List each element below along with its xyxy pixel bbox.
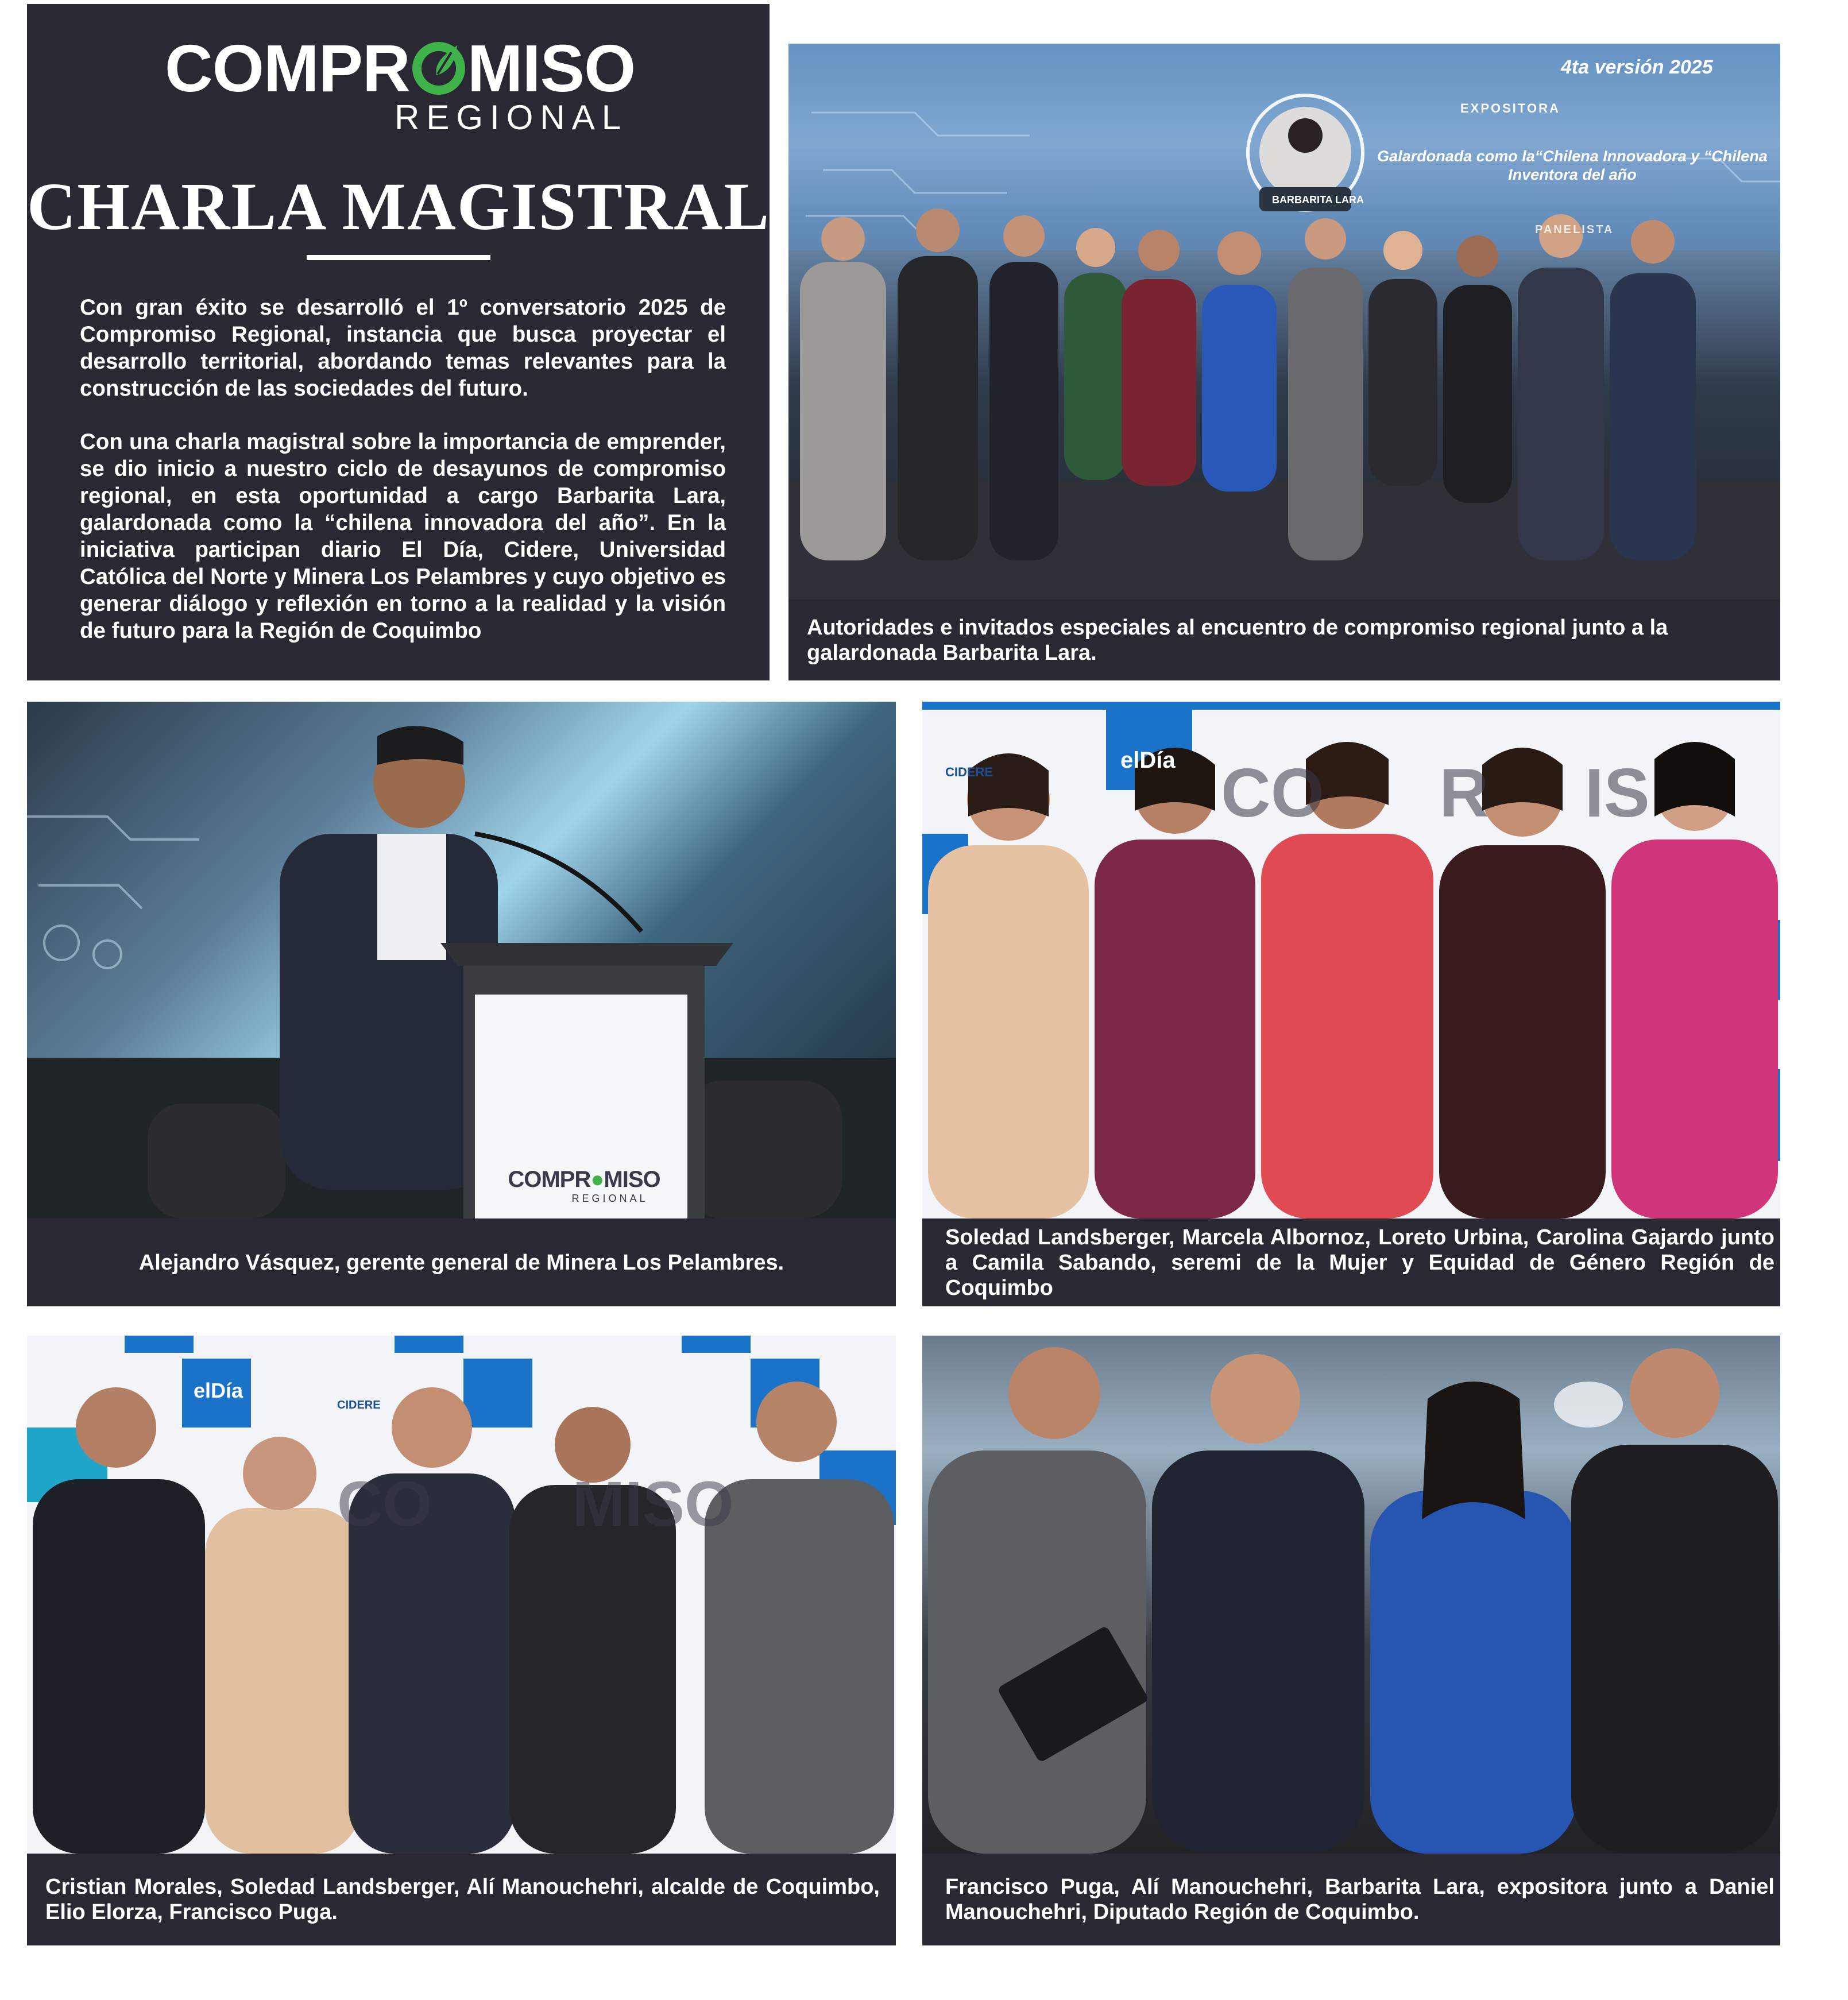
photo2-caption-text: Alejandro Vásquez, gerente general de Minera Los Pelambres. xyxy=(138,1250,784,1275)
backdrop-cidere-logo: CIDERE xyxy=(337,1399,381,1411)
backdrop-compromiso-text xyxy=(337,1468,734,1541)
podium-logo-sub: REGIONAL xyxy=(571,1193,648,1204)
podium-logo-after: MISO xyxy=(604,1167,660,1192)
backdrop-logo-after: MISO xyxy=(572,1469,734,1539)
stage-scene xyxy=(788,44,1780,599)
logo-subtitle: REGIONAL xyxy=(395,98,628,137)
backdrop-logo-after: IS xyxy=(1584,755,1650,831)
photo1-caption-text: Autoridades e invitados especiales al encuentro de compromiso regional junto a la galardonada Barbarita Lara. xyxy=(807,615,1668,665)
screen-expositora-label: EXPOSITORA xyxy=(1460,101,1560,115)
headline: CHARLA MAGISTRAL xyxy=(27,169,771,244)
photo-speaker xyxy=(27,702,896,1218)
photo-group-stage xyxy=(788,44,1780,599)
intro-paragraph-2: Con una charla magistral sobre la importancia de emprender, se dio inicio a nuestro ciclo de desayunos de compromiso regional, en esta oportunidad a cargo Barbarita Lara, galardonada como la “chilena innovadora del año”. En la iniciativa participan diario El Día, Cidere, Universidad Católica del Norte y Minera Los Pelambres y cuyo objetivo es generar diálogo y reflexión en torno a la realidad y la visión de futuro para la Región de Coquimbo xyxy=(80,430,726,643)
intro-paragraph-1: Con gran éxito se desarrolló el 1º conversatorio 2025 de Compromiso Regional, instancia que busca proyectar el desarrollo territorial, abordando temas relevantes para la construcción de las sociedades del futuro. xyxy=(80,295,726,401)
backdrop-logo-before: CO xyxy=(337,1469,432,1539)
screen-version-text: 4ta versión 2025 xyxy=(1561,56,1713,78)
photo4-caption xyxy=(27,1854,896,1945)
screen-speaker-name: BARBARITA LARA xyxy=(1272,194,1364,206)
screen-award-text: Galardonada como la“Chilena Innovadora y “Chilena Inventora del año xyxy=(1377,148,1768,183)
podium-logo-o-icon: ● xyxy=(590,1167,604,1192)
backdrop-logo-mid: R xyxy=(1439,755,1489,831)
photo2-caption xyxy=(27,1218,896,1306)
group-backdrop-scene xyxy=(27,1336,896,1854)
photo-four-guests xyxy=(922,1336,1780,1854)
backdrop-cidere-logo: CIDERE xyxy=(945,765,993,779)
photo5-caption-text: Francisco Puga, Alí Manouchehri, Barbarita Lara, expositora junto a Daniel Manouchehri, Diputado Región de Coquimbo. xyxy=(945,1875,1774,1924)
logo-text-after: MISO xyxy=(467,31,636,106)
logo-o-leaf-icon xyxy=(411,40,466,95)
four-guests-scene xyxy=(922,1336,1780,1854)
logo-text-before: COMPR xyxy=(165,31,410,106)
headline-divider xyxy=(307,255,490,260)
intro-text xyxy=(80,294,726,671)
backdrop-eldia-logo: elDía xyxy=(1120,748,1176,773)
backdrop-logo-before: CO xyxy=(1221,755,1324,831)
intro-panel xyxy=(27,4,770,680)
photo3-caption-text: Soledad Landsberger, Marcela Albornoz, Loreto Urbina, Carolina Gajardo junto a Camila Sabando, seremi de la Mujer y Equidad de Género Región de Coquimbo xyxy=(945,1225,1774,1300)
photo1-caption xyxy=(788,599,1780,680)
compromiso-regional-logo xyxy=(165,30,636,139)
photo3-caption xyxy=(922,1218,1780,1306)
photo-women-backdrop xyxy=(922,702,1780,1218)
backdrop-eldia-logo: elDía xyxy=(194,1379,243,1402)
photo4-caption-text: Cristian Morales, Soledad Landsberger, Alí Manouchehri, alcalde de Coquimbo, Elio Elorza, Francisco Puga. xyxy=(45,1875,880,1924)
podium-logo-before: COMPR xyxy=(508,1167,591,1192)
podium-logo xyxy=(498,1167,670,1205)
photo5-caption xyxy=(922,1854,1780,1945)
photo-group-backdrop xyxy=(27,1336,896,1854)
screen-panelista-label: PANELISTA xyxy=(1535,223,1614,236)
backdrop-compromiso-text xyxy=(1221,753,1650,833)
speaker-scene xyxy=(27,702,896,1218)
